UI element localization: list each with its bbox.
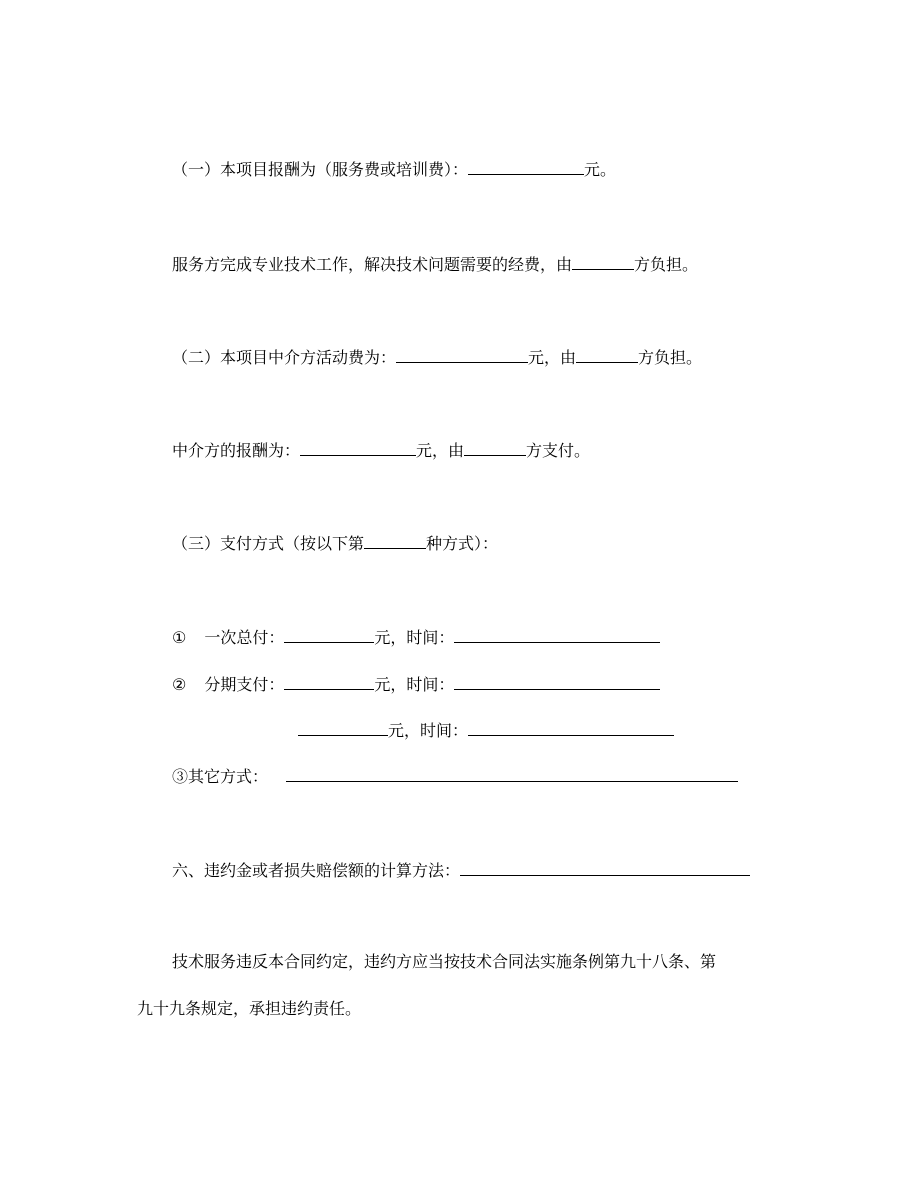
option-1-marker: ①: [172, 628, 187, 647]
option-2-time-blank[interactable]: [454, 673, 660, 690]
agency-pay-amount-blank[interactable]: [300, 439, 416, 456]
fee-label: （一）本项目报酬为（服务费或培训费）：: [172, 160, 469, 179]
expense-prefix: 服务方完成专业技术工作，解决技术问题需要的经费，由: [172, 255, 573, 274]
agency-pay-clause: [172, 439, 590, 461]
agency-pay-suffix: 方支付。: [526, 441, 591, 460]
fee-unit: 元。: [584, 160, 617, 179]
agency-amount-blank[interactable]: [396, 346, 528, 363]
option-2b-time-blank[interactable]: [468, 719, 674, 736]
payment-method-choice-blank[interactable]: [364, 532, 426, 549]
option-other: [172, 765, 738, 787]
penalty-label: 六、违约金或者损失赔偿额的计算方法：: [172, 861, 461, 880]
expense-suffix: 方负担。: [634, 255, 699, 274]
agency-party-blank[interactable]: [576, 346, 638, 363]
penalty-clause: [172, 859, 750, 881]
payment-method-clause: [172, 532, 498, 554]
agency-suffix: 方负担。: [638, 348, 703, 367]
agency-pay-party-blank[interactable]: [464, 439, 526, 456]
agency-pay-unit: 元，由: [416, 441, 465, 460]
fee-clause: [172, 158, 616, 180]
option-1-amount-blank[interactable]: [284, 626, 374, 643]
option-2-amount-blank[interactable]: [284, 673, 374, 690]
option-installment-second: [298, 719, 674, 741]
option-lump-sum: [172, 626, 660, 648]
option-installment: [172, 673, 660, 695]
option-1-time-blank[interactable]: [454, 626, 660, 643]
option-2-label: 分期支付：: [204, 675, 285, 694]
payment-method-prefix: （三）支付方式（按以下第: [172, 534, 365, 553]
option-2b-amount-blank[interactable]: [298, 719, 388, 736]
agency-unit: 元，由: [528, 348, 577, 367]
penalty-method-blank[interactable]: [460, 859, 750, 876]
option-3-method-blank[interactable]: [286, 765, 738, 782]
option-1-unit: 元，时间：: [374, 628, 455, 647]
option-3-label: ③其它方式：: [172, 767, 269, 786]
expense-clause: [172, 253, 698, 275]
option-2b-unit: 元，时间：: [388, 721, 469, 740]
expense-party-blank[interactable]: [572, 253, 634, 270]
option-1-label: 一次总付：: [204, 628, 285, 647]
payment-method-suffix: 种方式）：: [426, 534, 499, 553]
agency-pay-label: 中介方的报酬为：: [172, 441, 301, 460]
agency-label: （二）本项目中介方活动费为：: [172, 348, 397, 367]
option-2-unit: 元，时间：: [374, 675, 455, 694]
liability-line-1: 技术服务违反本合同约定，违约方应当按技术合同法实施条例第九十八条、第: [172, 952, 717, 971]
fee-amount-blank[interactable]: [468, 158, 584, 175]
agency-clause: [172, 346, 702, 368]
option-2-marker: ②: [172, 675, 187, 694]
liability-line-2: 九十九条规定，承担违约责任。: [137, 999, 362, 1018]
